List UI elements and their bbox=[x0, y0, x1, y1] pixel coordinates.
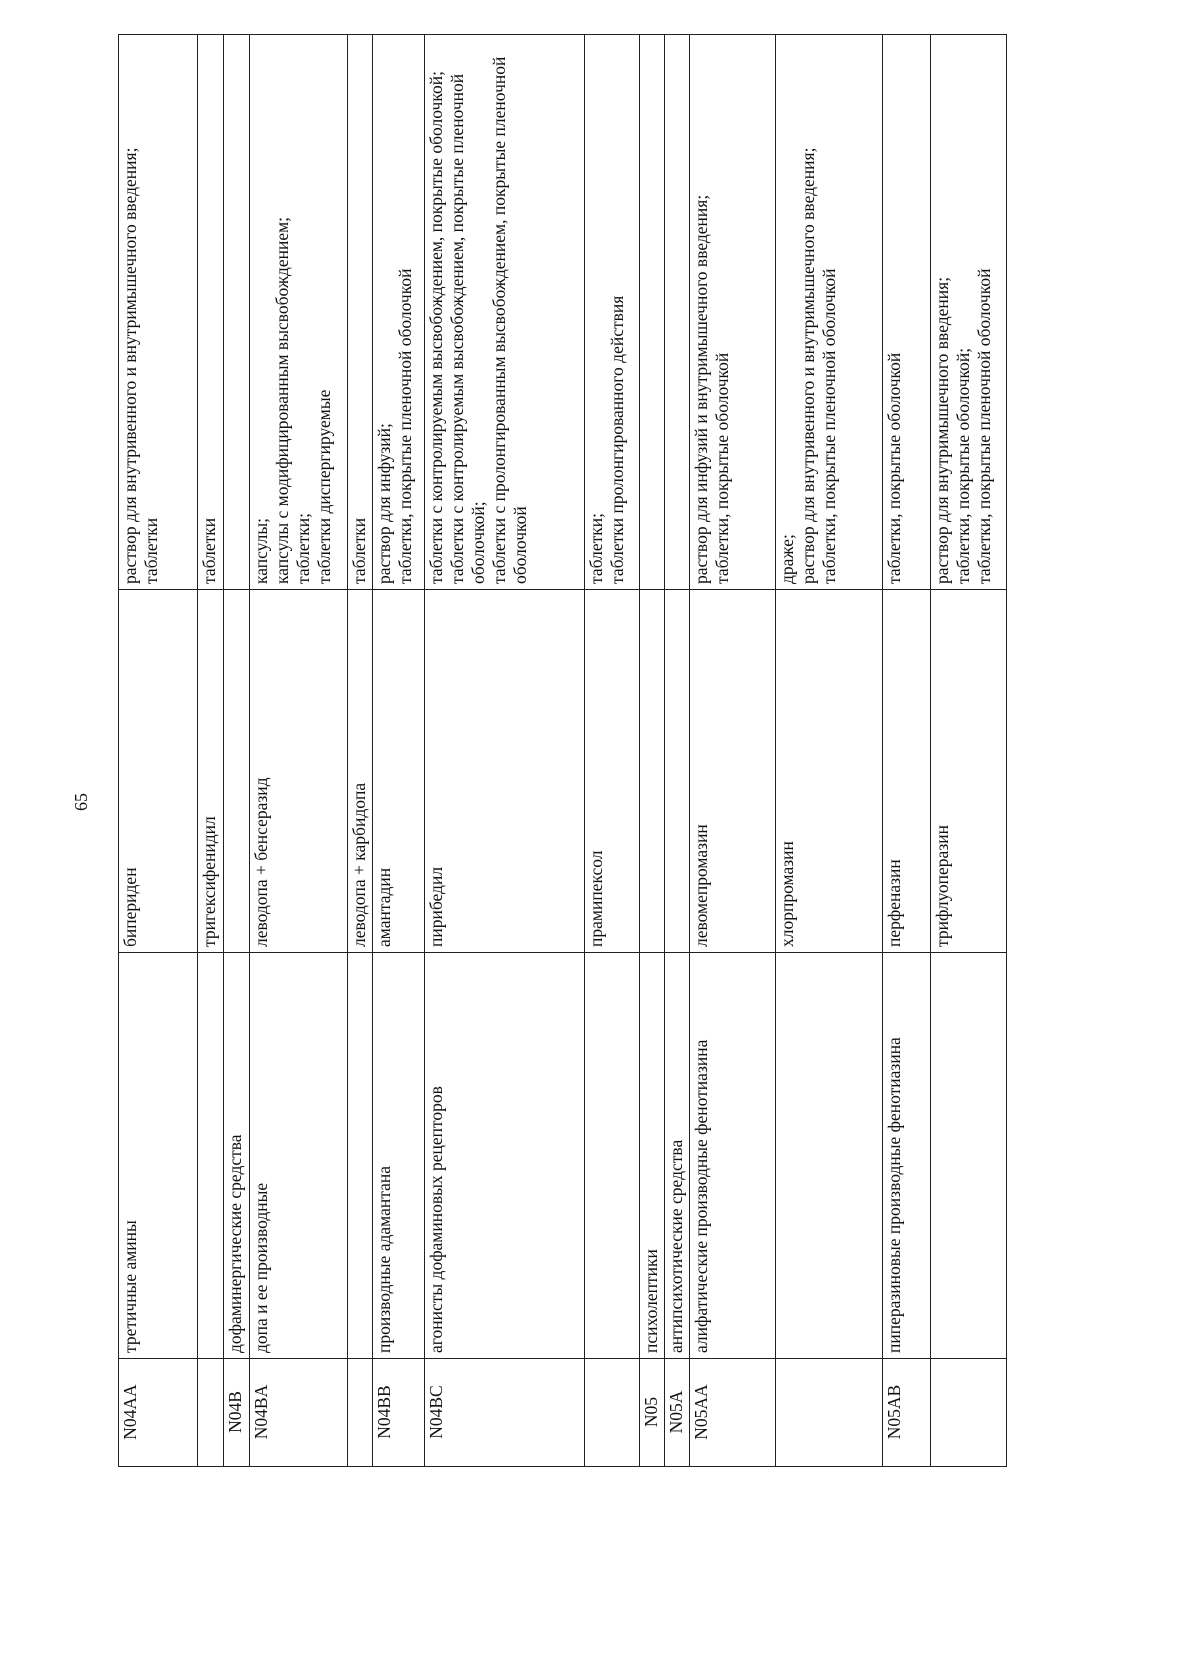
dosage-form-line: таблетки; bbox=[586, 513, 606, 584]
dosage-form-line: таблетки; bbox=[293, 513, 313, 584]
atc-code-cell bbox=[198, 1359, 224, 1467]
rotated-page bbox=[118, 35, 1038, 1467]
atc-code-cell bbox=[585, 1359, 640, 1467]
dosage-form-line: раствор для внутримышечного введения; bbox=[932, 276, 952, 584]
dosage-form-line: таблетки с пролонгированным высвобождением, покрытые пленочной оболочкой bbox=[489, 56, 530, 584]
dosage-forms-cell bbox=[348, 35, 373, 590]
atc-code-cell: N04B bbox=[224, 1359, 250, 1467]
dosage-forms-cell bbox=[250, 35, 348, 590]
dosage-form-line: таблетки, покрытые оболочкой bbox=[884, 352, 904, 584]
dosage-forms-cell bbox=[665, 35, 690, 590]
group-cell: производные адамантана bbox=[373, 953, 425, 1359]
page-number: 65 bbox=[71, 793, 91, 811]
atc-code-cell: N04BC bbox=[425, 1359, 585, 1467]
dosage-form-line: таблетки, покрытые оболочкой bbox=[712, 352, 732, 584]
dosage-forms-cell bbox=[373, 35, 425, 590]
atc-code-cell: N04BB bbox=[373, 1359, 425, 1467]
dosage-form-line: таблетки диспергируемые bbox=[314, 389, 334, 584]
dosage-form-line: драже; bbox=[777, 534, 797, 584]
drug-name-cell: леводопа + карбидопа bbox=[348, 590, 373, 953]
group-cell bbox=[348, 953, 373, 1359]
dosage-form-line: таблетки пролонгированного действия bbox=[607, 295, 627, 584]
dosage-form-line: таблетки, покрытые пленочной оболочкой bbox=[395, 268, 415, 584]
dosage-forms-cell bbox=[776, 35, 883, 590]
atc-code-cell: N04BA bbox=[250, 1359, 348, 1467]
dosage-forms-cell bbox=[640, 35, 665, 590]
dosage-form-line: таблетки, покрытые пленочной оболочкой bbox=[819, 268, 839, 584]
table-row bbox=[776, 35, 883, 1467]
group-cell: психолептики bbox=[640, 953, 665, 1359]
atc-code-cell: N04AA bbox=[119, 1359, 198, 1467]
drug-name-cell: прамипексол bbox=[585, 590, 640, 953]
table-row bbox=[250, 35, 348, 1467]
table-row bbox=[348, 35, 373, 1467]
drug-name-cell: трифлуоперазин bbox=[931, 590, 1007, 953]
table-row bbox=[585, 35, 640, 1467]
dosage-form-line: таблетки, покрытые пленочной оболочкой bbox=[974, 268, 994, 584]
dosage-form-line: таблетки bbox=[349, 517, 369, 584]
dosage-form-line: таблетки bbox=[199, 517, 219, 584]
atc-code-cell bbox=[348, 1359, 373, 1467]
atc-code-cell: N05A bbox=[665, 1359, 690, 1467]
drug-name-cell: хлорпромазин bbox=[776, 590, 883, 953]
dosage-form-line: таблетки с контролируемым высвобождением, покрытые пленочной оболочкой; bbox=[447, 73, 488, 584]
dosage-form-line: таблетки, покрытые оболочкой; bbox=[953, 347, 973, 584]
group-cell: дофаминергические средства bbox=[224, 953, 250, 1359]
atc-code-cell: N05 bbox=[640, 1359, 665, 1467]
atc-code-cell: N05AB bbox=[883, 1359, 931, 1467]
table-row bbox=[425, 35, 585, 1467]
dosage-forms-cell bbox=[425, 35, 585, 590]
group-cell bbox=[931, 953, 1007, 1359]
dosage-forms-cell bbox=[119, 35, 198, 590]
drug-name-cell: левомепромазин bbox=[690, 590, 776, 953]
group-cell bbox=[585, 953, 640, 1359]
atc-code-cell bbox=[931, 1359, 1007, 1467]
drug-name-cell bbox=[640, 590, 665, 953]
drug-name-cell bbox=[224, 590, 250, 953]
table-row bbox=[224, 35, 250, 1467]
table-body bbox=[119, 35, 1007, 1467]
table-row bbox=[690, 35, 776, 1467]
drug-name-cell: амантадин bbox=[373, 590, 425, 953]
dosage-form-line: раствор для инфузий и внутримышечного введения; bbox=[691, 194, 711, 584]
dosage-form-line: раствор для внутривенного и внутримышечного введения; bbox=[798, 147, 818, 584]
dosage-forms-cell bbox=[585, 35, 640, 590]
drug-table bbox=[118, 34, 1007, 1467]
group-cell: третичные амины bbox=[119, 953, 198, 1359]
dosage-form-line: раствор для внутривенного и внутримышечного введения; bbox=[120, 147, 140, 584]
group-cell: антипсихотические средства bbox=[665, 953, 690, 1359]
dosage-forms-cell bbox=[224, 35, 250, 590]
dosage-forms-cell bbox=[690, 35, 776, 590]
group-cell: алифатические производные фенотиазина bbox=[690, 953, 776, 1359]
drug-name-cell: пирибедил bbox=[425, 590, 585, 953]
drug-name-cell: бипериден bbox=[119, 590, 198, 953]
drug-name-cell: перфеназин bbox=[883, 590, 931, 953]
group-cell bbox=[198, 953, 224, 1359]
drug-name-cell: леводопа + бенсеразид bbox=[250, 590, 348, 953]
group-cell: агонисты дофаминовых рецепторов bbox=[425, 953, 585, 1359]
table-row bbox=[119, 35, 198, 1467]
dosage-form-line: раствор для инфузий; bbox=[374, 423, 394, 584]
atc-code-cell: N05AA bbox=[690, 1359, 776, 1467]
atc-code-cell bbox=[776, 1359, 883, 1467]
dosage-forms-cell bbox=[883, 35, 931, 590]
table-container bbox=[118, 35, 1038, 1467]
table-row bbox=[198, 35, 224, 1467]
table-row bbox=[640, 35, 665, 1467]
dosage-form-line: капсулы; bbox=[251, 517, 271, 584]
dosage-form-line: таблетки с контролируемым высвобождением, покрытые оболочкой; bbox=[426, 71, 446, 584]
group-cell: пиперазиновые производные фенотиазина bbox=[883, 953, 931, 1359]
table-row bbox=[665, 35, 690, 1467]
dosage-form-line: капсулы с модифицированным высвобождением; bbox=[272, 216, 292, 584]
group-cell: допа и ее производные bbox=[250, 953, 348, 1359]
drug-name-cell bbox=[665, 590, 690, 953]
table-row bbox=[373, 35, 425, 1467]
dosage-forms-cell bbox=[931, 35, 1007, 590]
table-row bbox=[883, 35, 931, 1467]
table-row bbox=[931, 35, 1007, 1467]
group-cell bbox=[776, 953, 883, 1359]
dosage-forms-cell bbox=[198, 35, 224, 590]
dosage-form-line: таблетки bbox=[141, 517, 161, 584]
drug-name-cell: тригексифенидил bbox=[198, 590, 224, 953]
